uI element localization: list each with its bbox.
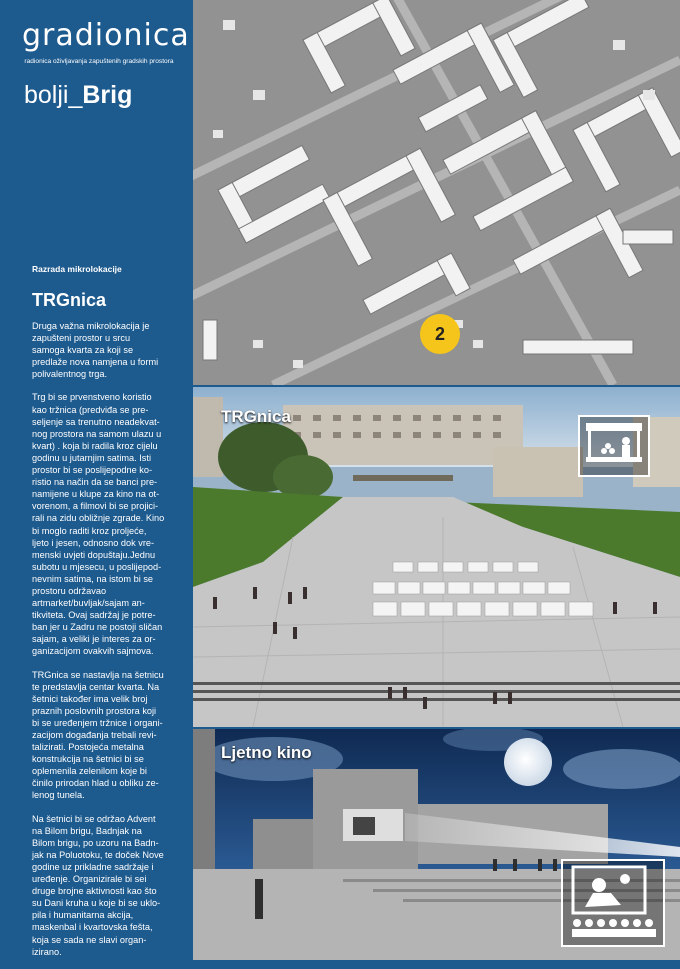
section-label: Razrada mikrolokacije bbox=[32, 264, 122, 274]
cinema-panel-label: Ljetno kino bbox=[221, 743, 312, 762]
market-stall-icon-graphic bbox=[580, 417, 648, 475]
cinema-render bbox=[193, 729, 680, 960]
project-prefix: bolji_ bbox=[24, 81, 83, 109]
sidebar bbox=[0, 0, 193, 960]
paragraph: Trg bi se prvenstveno koristio kao tržnica (predviđa se pre- seljenje sa trenutno neadekvat- nog prostora na samom ulazu u kvart) . koja bi radila kroz cijelu godinu u jutarnjim satima. Isti prostor bi se poslijepodne ko- ristio na način da se banci pre- namijene u klupe za kino na ot- vorenom, a filmovi bi se projici- rali na zidu obližnje zgrade. Kino bi moglo raditi kroz proljeće, ljeto i jesen, odnosno dok vre- menski uvjeti dopuštaju.Jednu subotu u mjesecu, u poslijepod- nevnim satima, na istom bi se prostoru održavao artmarket/buvljak/sajam an- tikviteta. Ovaj sadržaj je potre- ban jer u Zadru ne postoji sličan sajam, a veliki je interes za or- ganizacijom ovakvih sajmova. bbox=[32, 392, 165, 657]
body-text bbox=[32, 320, 184, 969]
logo-tagline: radionica oživljavanja zapuštenih gradskih prostora bbox=[24, 58, 174, 65]
project-name: Brig bbox=[82, 81, 133, 109]
location-marker: 2 bbox=[420, 314, 460, 354]
cinema-icon bbox=[561, 859, 665, 947]
paragraph: Druga važna mikrolokacija je zapušteni prostor u srcu samoga kvarta za koji se predlaže nova namjena u formi polivalentnog trga. bbox=[32, 321, 159, 380]
cinema-icon-graphic bbox=[563, 861, 663, 945]
paragraph: Na šetnici bi se održao Advent na Bilom brigu, Badnjak na Bilom brigu, po uzoru na Badn- jak na Poluotoku, te doček Nove godine uz prikladne sadržaje i uređenje. Organizirale bi sei druge brojne aktivnosti kao što su Dani kruha u koje bi se uklo- pila i humanitarna akcija, maskenbal i kvartovska fešta, koja se sada ne slavi organ- izirano. bbox=[32, 813, 164, 957]
market-render bbox=[193, 387, 680, 727]
page-title: TRGnica bbox=[32, 290, 107, 310]
aerial-map bbox=[193, 0, 680, 385]
market-panel-label: TRGnica bbox=[221, 407, 291, 426]
logo-wordmark: gradionica bbox=[22, 18, 190, 53]
market-stall-icon bbox=[578, 415, 650, 477]
project-title bbox=[24, 81, 132, 110]
paragraph: TRGnica se nastavlja na šetnicu te predstavlja centar kvarta. Na šetnici također ima velik broj praznih poslovnih prostora koji bi se uređenjem tržnice i organi- zacijom događanja trebali revi- talizirati. Postojeća metalna konstrukcija na šetnici bi se oplemenila zelenilom koje bi činilo prirodan hlad u obliku ze- lenog tunela. bbox=[32, 669, 164, 801]
